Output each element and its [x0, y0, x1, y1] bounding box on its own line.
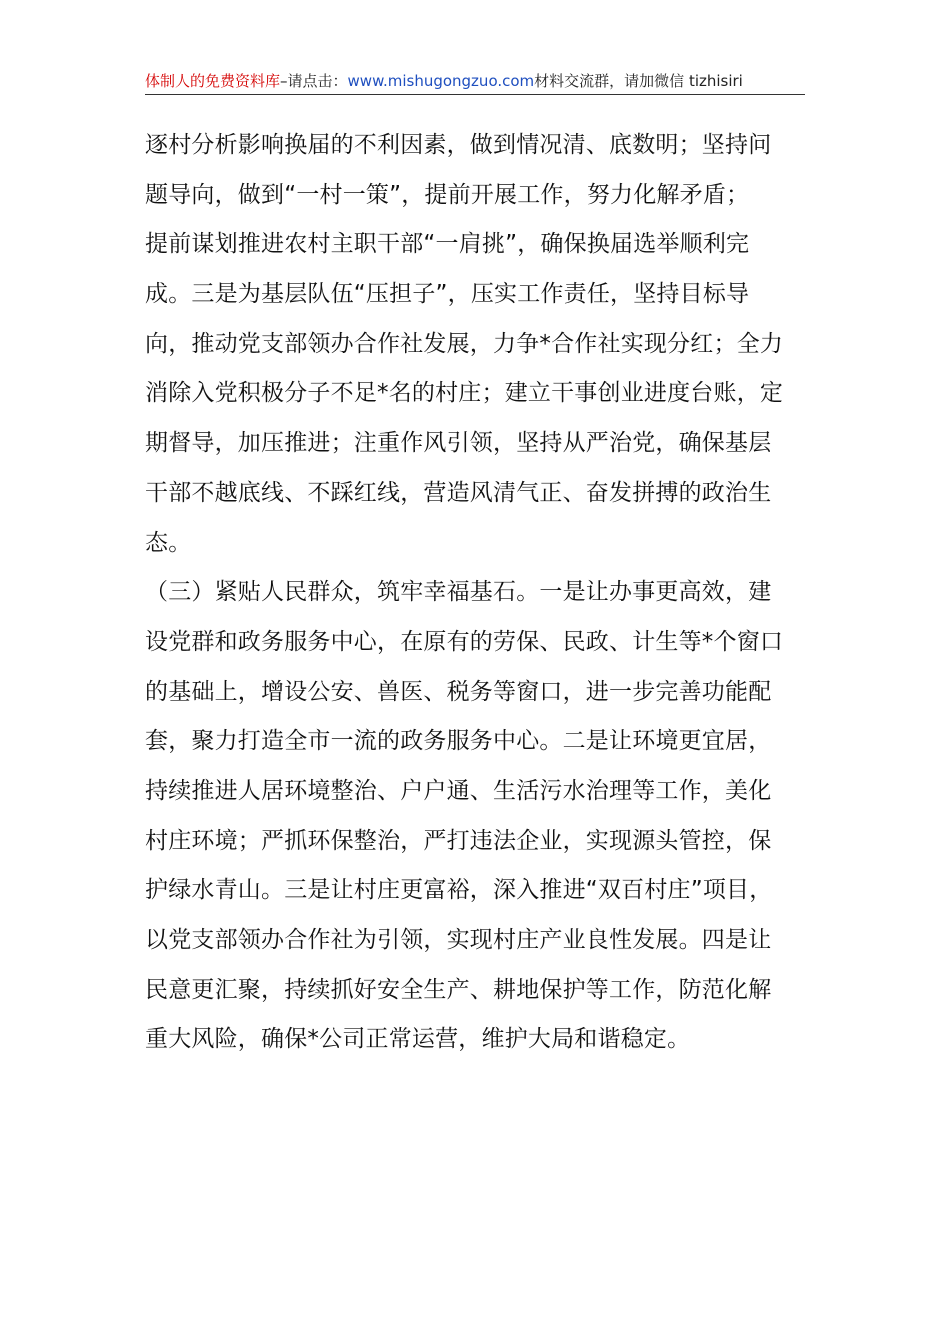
body-line: 村庄环境；严抓环保整治，严打违法企业，实现源头管控，保 — [145, 827, 772, 854]
header-tail: 材料交流群，请加微信 tizhisiri — [534, 72, 743, 90]
body-line: 期督导，加压推进；注重作风引领，坚持从严治党，确保基层 — [145, 430, 772, 457]
body-line: 设党群和政务服务中心，在原有的劳保、民政、计生等*个窗口 — [145, 628, 784, 655]
header-prompt: –请点击： — [280, 72, 348, 90]
body-line: 逐村分析影响换届的不利因素，做到情况清、底数明；坚持问 — [145, 132, 772, 158]
body-line: 题导向，做到“一村一策”，提前开展工作，努力化解矛盾； — [145, 181, 750, 208]
body-line: 的基础上，增设公安、兽医、税务等窗口，进一步完善功能配 — [145, 678, 772, 705]
body-line: 消除入党积极分子不足*名的村庄；建立干事创业进度台账，定 — [145, 380, 784, 407]
header-brand: 体制人的免费资料库 — [145, 72, 281, 90]
header-url-link[interactable]: www.mishugongzuo.com — [347, 72, 535, 90]
body-line: 护绿水青山。三是让村庄更富裕，深入推进“双百村庄”项目， — [145, 877, 773, 904]
body-line: 成。三是为基层队伍“压担子”，压实工作责任，坚持目标导 — [145, 281, 750, 308]
body-line: （三）紧贴人民群众，筑牢幸福基石。一是让办事更高效，建 — [145, 579, 772, 606]
body-line: 以党支部领办合作社为引领，实现村庄产业良性发展。四是让 — [145, 927, 772, 953]
body-line: 提前谋划推进农村主职干部“一肩挑”，确保换届选举顺利完 — [145, 231, 750, 258]
body-line: 持续推进人居环境整治、户户通、生活污水治理等工作，美化 — [145, 777, 772, 804]
body-line: 干部不越底线、不踩红线，营造风清气正、奋发拼搏的政治生 — [145, 479, 772, 506]
body-line: 重大风险，确保*公司正常运营，维护大局和谐稳定。 — [145, 1026, 691, 1053]
document-body — [145, 121, 815, 1065]
body-line: 态。 — [145, 529, 192, 556]
body-line: 向，推动党支部领办合作社发展，力争*合作社实现分红；全力 — [145, 330, 784, 357]
body-line: 套，聚力打造全市一流的政务服务中心。二是让环境更宜居， — [145, 728, 772, 755]
body-line: 民意更汇聚，持续抓好安全生产、耕地保护等工作，防范化解 — [145, 976, 772, 1003]
page-header — [145, 68, 805, 95]
